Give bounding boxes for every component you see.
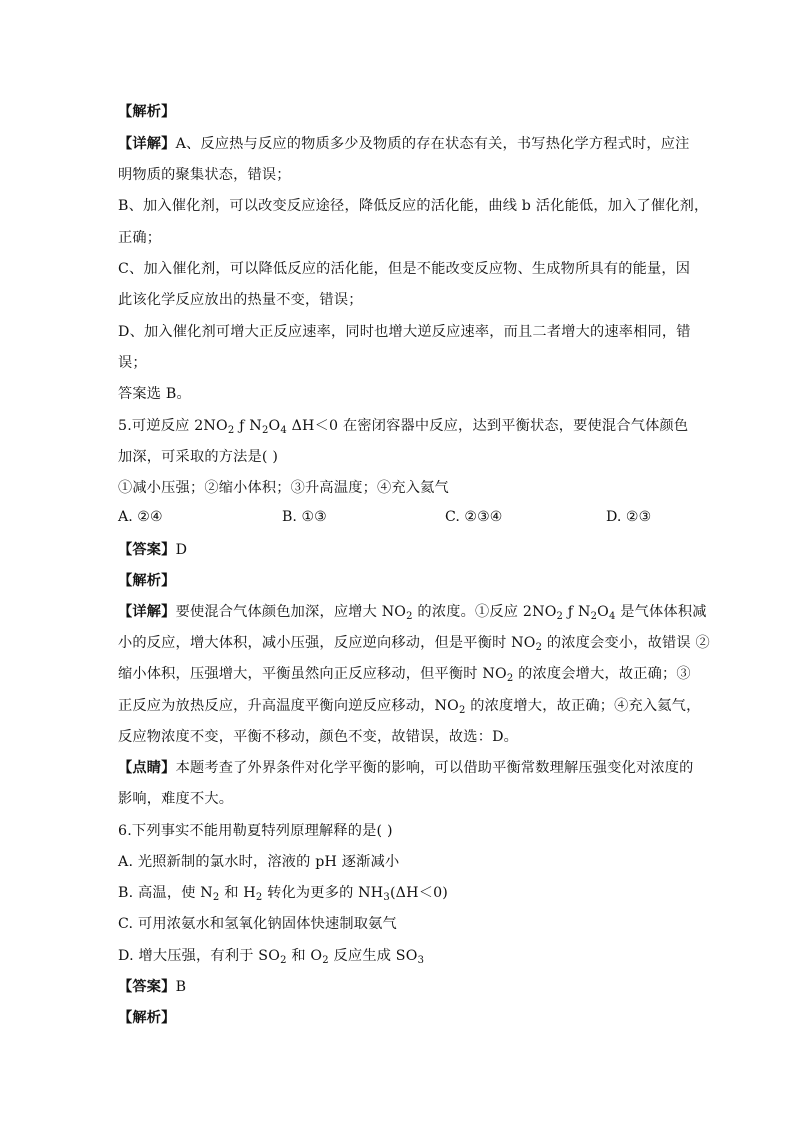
subscript: 2	[261, 425, 269, 436]
text-line	[118, 758, 694, 778]
text-segment: 和 H	[219, 885, 256, 901]
text-line	[118, 134, 690, 154]
text-line	[118, 228, 161, 248]
text-segment: 明物质的聚集状态，错误；	[118, 167, 291, 183]
text-segment: 的浓度会增大，故正确；③	[513, 666, 691, 682]
text-segment: 5.可逆反应 2NO	[118, 418, 228, 434]
text-line	[118, 322, 691, 342]
text-segment: D、加入催化剂可增大正反应速率，同时也增大逆反应速率，而且二者增大的速率相同，错	[118, 324, 691, 340]
text-segment: 正反应为放热反应，升高温度平衡向逆反应移动，NO	[118, 698, 459, 714]
subscript: 2	[227, 425, 235, 436]
text-segment: ΔH＜0 在密闭容器中反应，达到平衡状态，要使混合气体颜色	[286, 418, 689, 434]
section-label: 【解析】	[118, 1010, 176, 1026]
text-line	[118, 259, 690, 279]
subscript: 3	[417, 955, 425, 966]
text-segment: 要使混合气体颜色加深，应增大 NO	[175, 604, 407, 620]
text-line	[118, 416, 688, 436]
text-line	[118, 946, 424, 966]
subscript: 2	[535, 642, 543, 653]
text-segment: 的浓度增大，故正确；④充入氦气，	[465, 698, 701, 714]
text-segment: C、加入催化剂，可以降低反应的活化能，但是不能改变反应物、生成物所具有的能量，因	[118, 261, 691, 277]
text-line	[118, 696, 700, 716]
text-segment: 的浓度会变小，故错误 ②	[542, 635, 710, 651]
answer-option: A. ②④	[118, 509, 163, 525]
section-label: 【详解】	[118, 136, 176, 152]
text-segment: A、反应热与反应的物质多少及物质的存在状态有关，书写热化学方程式时，应注	[175, 136, 690, 152]
text-segment: D. 增大压强，有利于 SO	[118, 948, 281, 964]
subscript: 2	[322, 955, 329, 966]
text-segment: D	[175, 542, 188, 558]
text-line	[118, 633, 710, 653]
subscript: 2	[255, 892, 263, 903]
section-label: 【答案】	[118, 979, 176, 995]
text-segment: 影响，难度不大。	[118, 791, 234, 807]
text-segment: (ΔH＜0)	[389, 885, 449, 901]
text-segment: ①减小压强；②缩小体积；③升高温度；④充入氦气	[118, 480, 449, 496]
text-segment: 反应物浓度不变，平衡不移动，颜色不变，故错误，故选：D。	[118, 729, 519, 745]
text-line	[118, 852, 399, 872]
text-segment: 小的反应，增大体积，减小压强，反应逆向移动，但是平衡时 NO	[118, 635, 536, 651]
text-segment: A. 光照新制的氯水时，溶液的 pH 逐渐减小	[118, 854, 400, 870]
section-label: 【解析】	[118, 104, 176, 120]
text-segment: 转化为更多的 NH	[262, 885, 384, 901]
text-line	[118, 821, 393, 841]
text-segment: 的浓度。①反应 2NO	[412, 604, 557, 620]
section-label: 【点睛】	[118, 760, 176, 776]
text-segment: 是气体体积减	[615, 604, 707, 620]
text-segment: C. 可用浓氨水和氢氧化钠固体快速制取氨气	[118, 916, 397, 932]
text-line	[118, 353, 147, 373]
text-line	[118, 102, 176, 122]
subscript: 2	[280, 955, 287, 966]
text-segment: O	[597, 604, 609, 620]
text-segment: B	[175, 979, 187, 995]
text-segment: 答案选 B。	[118, 386, 191, 402]
text-segment: 反应生成 SO	[328, 948, 418, 964]
section-label: 【答案】	[118, 542, 176, 558]
text-line	[118, 789, 233, 809]
subscript: 4	[280, 425, 287, 436]
text-line	[118, 384, 191, 404]
answer-option: B. ①③	[282, 509, 327, 525]
text-line	[118, 165, 291, 185]
text-segment: 正确；	[118, 230, 162, 246]
subscript: 2	[212, 892, 220, 903]
text-line	[118, 447, 278, 467]
answer-option: D. ②③	[606, 509, 652, 525]
text-segment: 此该化学反应放出的热量不变，错误；	[118, 292, 363, 308]
text-line	[118, 290, 363, 310]
text-line	[118, 1008, 176, 1028]
text-line	[118, 883, 448, 903]
section-label: 【解析】	[118, 573, 176, 589]
text-segment: 误；	[118, 355, 147, 371]
subscript: 2	[590, 611, 598, 622]
text-segment: 加深，可采取的方法是( )	[118, 449, 279, 465]
section-label: 【详解】	[118, 604, 176, 620]
text-segment: 本题考查了外界条件对化学平衡的影响，可以借助平衡常数理解压强变化对浓度的	[175, 760, 694, 776]
subscript: 2	[556, 611, 564, 622]
text-segment: ƒ N	[563, 604, 591, 620]
text-segment: ƒ N	[234, 418, 262, 434]
text-line	[118, 540, 187, 560]
text-line	[118, 602, 707, 622]
text-segment: 6.下列事实不能用勒夏特列原理解释的是( )	[118, 823, 393, 839]
answer-option: C. ②③④	[445, 509, 503, 525]
subscript: 3	[383, 892, 390, 903]
text-line	[118, 571, 176, 591]
subscript: 2	[406, 611, 413, 622]
text-line	[118, 727, 518, 747]
text-segment: B、加入催化剂，可以改变反应途径，降低反应的活化能，曲线 b 活化能低，加入了催化剂，	[118, 198, 709, 214]
text-line	[118, 914, 397, 934]
text-segment: 和 O	[286, 948, 323, 964]
text-segment: 缩小体积，压强增大，平衡虽然向正反应移动，但平衡时 NO	[118, 666, 507, 682]
text-line	[118, 478, 449, 498]
text-line	[118, 664, 691, 684]
subscript: 4	[609, 611, 616, 622]
text-line	[118, 977, 186, 997]
subscript: 2	[458, 705, 466, 716]
text-segment: B. 高温，使 N	[118, 885, 213, 901]
subscript: 2	[506, 673, 514, 684]
text-line	[118, 196, 708, 216]
text-segment: O	[268, 418, 281, 434]
